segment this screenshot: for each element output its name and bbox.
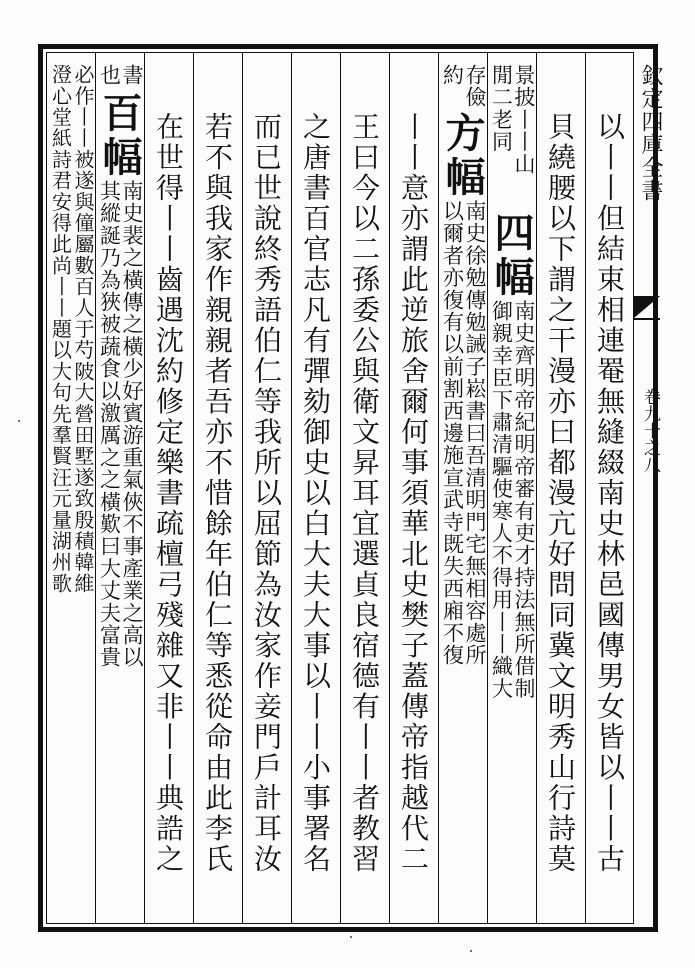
text-column: 若不與我家作親親者吾亦不惜餘年伯仁等悉從命由此李氏 [201, 111, 234, 875]
text-column: 丨丨意亦謂此逆旅舍爾何事須華北史樊子蓋傳帝指越代二 [397, 111, 430, 875]
text-column: 王曰今以二孫委公與衛文昇耳宜選貞良宿德有丨丨者教習 [348, 111, 381, 875]
chapter-number: 卷九十之八 [640, 388, 660, 473]
print-speck [350, 936, 352, 938]
text-column: 貝繞腰以下謂之干漫亦曰都漫亢好問同冀文明秀山行詩莫 [544, 111, 577, 875]
note-subcolumn: 南史齊明帝紀明帝審有吏才持法無所借制 [512, 300, 536, 700]
note-subcolumn: 澄心堂紙詩君安得此尚丨丨題以大句先羣賢汪元量湖州歌 [48, 64, 73, 594]
text-column: 在世得丨丨齒遇沈約修定樂書疏檀弓殘雜又非丨丨典誥之 [152, 111, 185, 875]
note-subcolumn: 約 [440, 64, 465, 87]
note-subcolumn: 閒二老同 [489, 64, 514, 153]
note-subcolumn: 景披丨丨山 [512, 64, 536, 175]
note-subcolumn: 也 [97, 64, 122, 87]
text-column: 之唐書百官志凡有彈劾御史以白大夫大事以丨丨小事署名 [299, 111, 332, 875]
note-subcolumn: 存儉 [463, 64, 487, 109]
entry-heading: 四幅 [488, 212, 535, 300]
column-rule [487, 52, 488, 924]
note-subcolumn: 書 [120, 64, 144, 87]
collection-title: 欽定四庫全書 [638, 64, 663, 202]
note-subcolumn: 御親幸臣下肅清驅使寒人不得用丨丨織大 [489, 300, 514, 700]
note-subcolumn: 南史裴之橫傳之橫少好賓游重氣俠不事產業之高以 [120, 180, 144, 669]
note-subcolumn: 南史徐勉傳勉誡子崧書曰吾清明門宅無相容處所 [463, 200, 487, 667]
print-speck [18, 420, 20, 422]
entry-heading: 方幅 [439, 112, 486, 200]
text-column: 以丨丨但結束相連罨無縫綴南史林邑國傳男女皆以丨丨古 [593, 111, 626, 875]
column-rule [95, 52, 96, 924]
note-subcolumn: 以爾者亦復有以前割西邊施宣武寺既失西廂不復 [440, 200, 465, 667]
fish-tail-mark [634, 296, 660, 318]
fish-tail-line [634, 318, 660, 320]
text-column: 而已世說終秀語伯仁等我所以屈節為汝家作妾門戶計耳汝 [250, 111, 283, 875]
print-speck [470, 950, 472, 952]
note-subcolumn: 其縱誕乃為狹被蔬食以激厲之之橫歎曰大丈夫富貴 [97, 180, 122, 669]
entry-heading: 百幅 [96, 92, 143, 180]
note-subcolumn: 必作丨丨被遂與僮屬數百人于芍陂大營田墅遂致殷積韓維 [71, 64, 95, 594]
